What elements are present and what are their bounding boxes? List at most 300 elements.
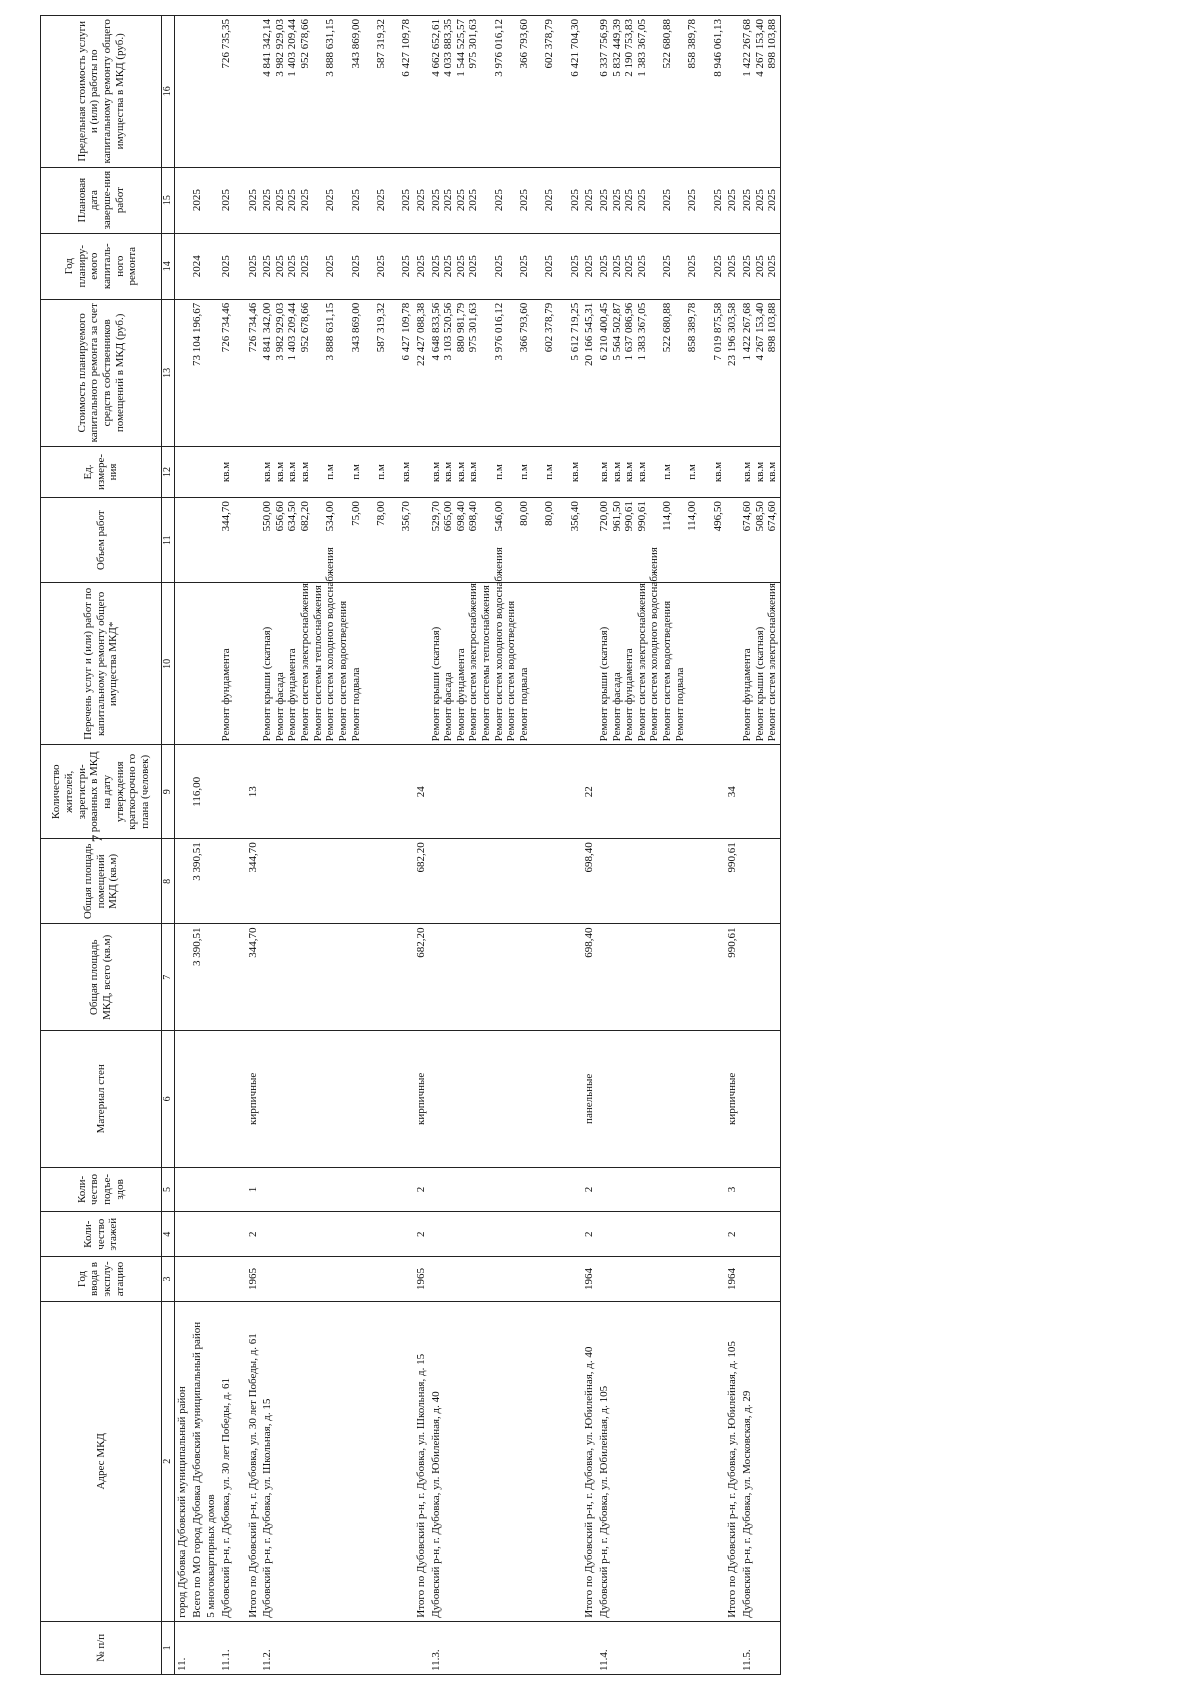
end-date-cell-line: 2025 [261,189,274,212]
repair-year-cell-line: 2025 [273,255,286,278]
cost-cell-line [674,303,687,443]
cost-cell [204,299,219,446]
volume-cell-line [480,501,493,579]
floors-cell: 2 [246,1212,261,1257]
repair-year-cell [740,233,780,299]
repair-year-cell-line: 2025 [324,255,337,278]
unit-cell-line: кв.м [429,461,442,483]
limit-cost-cell-line [337,19,350,164]
end-date-cell-line: 2025 [740,189,753,212]
cost-cell-line [388,303,401,443]
repair-year-cell-line: 2025 [246,255,259,278]
volume-cell-line: 698,40 [467,501,480,532]
end-date-cell-line: 2025 [442,189,455,212]
column-header: Год планиру-емого капиталь-ного ремонта [41,233,162,299]
volume-cell-line [699,501,712,579]
works-cell-line: Ремонт системы теплоснабжения [311,585,324,742]
limit-cost-cell-line: 366 793,60 [518,19,531,69]
end-date-cell [260,167,414,233]
area-rooms-cell: 3 390,51 [190,839,205,924]
end-date-cell-line: 2025 [349,189,362,212]
unit-cell-line: кв.м [442,461,455,483]
entrances-cell [260,1167,414,1212]
column-number: 7 [162,924,175,1031]
column-header: Адрес МКД [41,1301,162,1621]
works-cell-line: Ремонт фасада [273,672,286,742]
residents-cell: 34 [725,745,740,839]
end-date-cell-line: 2025 [623,189,636,212]
unit-cell-line [674,450,687,494]
repair-year-cell-line: 2025 [740,255,753,278]
column-header: Коли-чество подъе-здов [41,1167,162,1212]
repair-year-cell-line: 2025 [753,255,766,278]
unit-cell-line: п.м [324,464,337,480]
area-total-cell: 344,70 [246,924,261,1031]
limit-cost-cell-line: 975 301,63 [467,19,480,69]
end-date-cell [175,167,190,233]
material-cell [204,1031,219,1167]
volume-cell [740,498,780,583]
end-date-cell-line: 2025 [568,189,581,212]
end-date-cell-line: 2025 [766,189,779,212]
repair-year-cell-line [480,237,493,296]
works-cell-line: Ремонт крыши (скатная) [597,626,610,742]
cost-cell-line [648,303,661,443]
residents-cell: 13 [246,745,261,839]
column-number: 16 [162,16,175,168]
column-header: Предельная стоимость услуги и (или) работы по капитальному ремонту общего имущества в МКД (руб.) [41,16,162,168]
repair-year-cell-line: 2025 [219,255,232,278]
repair-year-cell-line [312,237,325,296]
unit-cell-line: кв.м [766,461,779,483]
end-date-cell-line: 2025 [753,189,766,212]
address-cell: Дубовский р-н, г. Дубовка, ул. Юбилейная, д. 105 [597,1301,725,1621]
row-number [414,1621,429,1674]
volume-cell [429,498,583,583]
area-rooms-cell [219,839,234,924]
area-rooms-cell [429,839,583,924]
works-cell [260,547,414,745]
area-total-cell: 682,20 [414,924,429,1031]
entrances-cell [597,1167,725,1212]
repair-year-cell-line: 2025 [583,255,596,278]
unit-cell-line: кв.м [753,461,766,483]
area-total-cell [234,924,246,1031]
repair-year-cell-line: 2025 [286,255,299,278]
unit-cell [204,446,219,497]
limit-cost-cell [204,16,219,168]
table-row [725,16,740,1675]
row-number [582,1621,597,1674]
residents-cell [429,745,583,839]
column-number: 13 [162,299,175,446]
end-date-cell-line [556,171,569,230]
cost-cell-line: 726 734,46 [246,302,259,353]
column-number: 6 [162,1031,175,1167]
cost-cell-line: 73 104 196,67 [190,302,203,367]
repair-year-cell-line: 2025 [568,255,581,278]
repair-year-cell-line: 2025 [623,255,636,278]
works-cell [429,547,583,745]
table-row [175,16,190,1675]
works-cell-line: Ремонт систем холодного водоснабжения [324,547,337,742]
limit-cost-cell [414,16,429,168]
limit-cost-cell-line: 952 678,66 [299,19,312,69]
works-cell-line: Ремонт подвала [518,667,531,742]
end-date-cell-line: 2025 [299,189,312,212]
end-date-cell-line: 2025 [324,189,337,212]
limit-cost-cell-line [699,19,712,164]
address-cell: Итого по Дубовский р-н, г. Дубовка, ул. Юбилейная, д. 105 [725,1301,740,1621]
end-date-cell [725,167,740,233]
residents-cell [597,745,725,839]
works-cell-line: Ремонт фундамента [219,648,232,742]
works-cell-line: Ремонт фундамента [454,648,467,742]
repair-year-cell-line: 2025 [400,255,413,278]
repair-year-cell [204,233,219,299]
end-date-cell-line: 2025 [711,189,724,212]
material-cell [429,1031,583,1167]
year-built-cell [190,1257,205,1302]
repair-year-cell-line: 2024 [190,255,203,278]
end-date-cell-line: 2025 [190,189,203,212]
works-cell-line: Ремонт фундамента [286,648,299,742]
year-built-cell: 1965 [414,1257,429,1302]
end-date-cell-line: 2025 [635,189,648,212]
cost-cell-line: 952 678,66 [299,302,312,353]
floors-cell [597,1212,725,1257]
address-cell: Дубовский р-н, г. Дубовка, ул. Школьная, д. 15 [260,1301,414,1621]
year-built-cell [740,1257,780,1302]
unit-cell-line: кв.м [711,461,724,483]
repair-year-cell-line: 2025 [610,255,623,278]
floors-cell [234,1212,246,1257]
limit-cost-cell-line [531,19,544,164]
volume-cell-line: 674,60 [740,501,753,532]
area-rooms-cell [234,839,246,924]
unit-cell-line: кв.м [261,461,274,483]
cost-cell-line: 858 389,78 [686,302,699,353]
limit-cost-cell-line: 858 389,78 [686,19,699,69]
end-date-cell-line: 2025 [610,189,623,212]
unit-cell-line [505,450,518,494]
area-total-cell [429,924,583,1031]
repair-year-cell-line: 2025 [492,255,505,278]
column-header: Стоимость планируемого капитального ремонта за счет средств собственников помещений в МКД (руб.) [41,299,162,446]
works-cell-line: Ремонт крыши (скатная) [753,626,766,742]
column-number: 10 [162,583,175,745]
year-built-cell: 1964 [582,1257,597,1302]
column-header: Объем работ [41,498,162,583]
area-total-cell: 698,40 [582,924,597,1031]
cost-cell-line: 3 976 016,12 [492,302,505,361]
table-row [190,16,205,1675]
year-built-cell [234,1257,246,1302]
row-number: 11.1. [219,1621,234,1674]
volume-cell-line: 550,00 [261,501,274,532]
residents-cell: 22 [582,745,597,839]
cost-cell-line: 3 982 929,03 [273,302,286,361]
column-header: Коли-чество этажей [41,1212,162,1257]
limit-cost-cell-line: 2 190 753,83 [623,19,636,77]
column-number: 9 [162,745,175,839]
unit-cell-line: кв.м [467,461,480,483]
row-number: 11.2. [260,1621,414,1674]
unit-cell [582,446,597,497]
row-number [246,1621,261,1674]
volume-cell [175,498,190,583]
end-date-cell [597,167,725,233]
cost-cell [246,299,261,446]
column-number: 11 [162,498,175,583]
table-row [246,16,261,1675]
cost-cell [597,299,725,446]
cost-cell-line: 20 166 545,31 [583,302,596,367]
end-date-cell [219,167,234,233]
works-cell [582,583,597,745]
material-cell: кирпичные [414,1031,429,1167]
cost-cell-line: 1 383 367,05 [635,302,648,361]
table-row [429,16,583,1675]
table-row [260,16,414,1675]
volume-cell [190,498,205,583]
repair-year-cell [190,233,205,299]
limit-cost-cell [260,16,414,168]
table-row [234,16,246,1675]
repair-year-cell-line [556,237,569,296]
limit-cost-cell-line [312,19,325,164]
row-number [234,1621,246,1674]
end-date-cell-line [480,171,493,230]
limit-cost-cell-line [505,19,518,164]
unit-cell-line: кв.м [286,461,299,483]
entrances-cell: 2 [414,1167,429,1212]
row-number [190,1621,205,1674]
column-header: Общая площадь МКД, всего (кв.м) [41,924,162,1031]
repair-year-cell [582,233,597,299]
entrances-cell: 2 [582,1167,597,1212]
cost-cell-line: 366 793,60 [518,302,531,353]
unit-cell [597,446,725,497]
row-number [204,1621,219,1674]
volume-cell-line: 356,40 [568,501,581,532]
end-date-cell-line: 2025 [400,189,413,212]
area-rooms-cell: 682,20 [414,839,429,924]
cost-cell-line [699,303,712,443]
volume-cell-line [312,501,325,579]
limit-cost-cell-line: 5 832 449,39 [610,19,623,77]
limit-cost-cell [234,16,246,168]
works-cell-line: Ремонт систем водоотведения [337,600,350,742]
works-cell-line: Ремонт фасада [610,672,623,742]
end-date-cell-line: 2025 [597,189,610,212]
floors-cell: 2 [414,1212,429,1257]
end-date-cell [429,167,583,233]
column-header: Количество жителей, зарегистри-рованных в МКД на дату утверждения краткосрочно го плана (человек) [41,745,162,839]
repair-year-cell-line: 2025 [454,255,467,278]
limit-cost-cell-line [648,19,661,164]
unit-cell-line: кв.м [568,461,581,483]
limit-cost-cell-line: 898 103,88 [766,19,779,69]
end-date-cell-line [312,171,325,230]
works-cell [597,547,725,745]
cost-cell-line: 343 869,00 [349,302,362,353]
end-date-cell-line: 2025 [374,189,387,212]
volume-cell-line [531,501,544,579]
end-date-cell [582,167,597,233]
entrances-cell [190,1167,205,1212]
limit-cost-cell-line [556,19,569,164]
table-row [582,16,597,1675]
end-date-cell-line: 2025 [583,189,596,212]
cost-cell-line: 22 427 088,38 [414,302,427,367]
limit-cost-cell-line: 3 982 929,03 [273,19,286,77]
repair-year-cell-line: 2025 [442,255,455,278]
limit-cost-cell [725,16,740,168]
table-row [219,16,234,1675]
limit-cost-cell [175,16,190,168]
residents-cell [175,745,190,839]
limit-cost-cell-line: 8 946 061,13 [711,19,724,77]
volume-cell-line: 344,70 [219,501,232,532]
limit-cost-cell-line [480,19,493,164]
works-cell-line: Ремонт систем электроснабжения [766,583,779,742]
year-built-cell [204,1257,219,1302]
volume-cell-line: 508,50 [753,501,766,532]
address-cell: Дубовский р-н, г. Дубовка, ул. 30 лет Победы, д. 61 [219,1301,234,1621]
cost-cell-line [312,303,325,443]
cost-cell-line: 5 612 719,25 [568,302,581,361]
volume-cell [597,498,725,583]
end-date-cell-line: 2025 [414,189,427,212]
floors-cell [219,1212,234,1257]
volume-cell-line: 634,50 [286,501,299,532]
cost-cell-line: 1 403 209,44 [286,302,299,361]
entrances-cell [429,1167,583,1212]
unit-cell [175,446,190,497]
cost-cell [414,299,429,446]
entrances-cell: 3 [725,1167,740,1212]
cost-cell [190,299,205,446]
unit-cell [219,446,234,497]
cost-cell-line: 5 564 502,87 [610,302,623,361]
unit-cell [190,446,205,497]
repair-year-cell-line: 2025 [543,255,556,278]
area-total-cell [219,924,234,1031]
end-date-cell [190,167,205,233]
entrances-cell [219,1167,234,1212]
cost-cell [725,299,740,446]
unit-cell-line [362,450,375,494]
end-date-cell-line [505,171,518,230]
area-rooms-cell [597,839,725,924]
column-number: 4 [162,1212,175,1257]
works-cell-line: Ремонт систем холодного водоснабжения [648,547,661,742]
column-number-row [162,16,175,1675]
volume-cell-line [505,501,518,579]
cost-cell-line [505,303,518,443]
end-date-cell-line: 2025 [661,189,674,212]
works-cell-line: Ремонт систем водоотведения [661,600,674,742]
end-date-cell-line [362,171,375,230]
unit-cell-line: п.м [349,464,362,480]
repair-year-cell-line: 2025 [686,255,699,278]
works-cell [175,583,190,745]
cost-cell-line: 602 378,79 [543,302,556,353]
repair-year-cell [260,233,414,299]
unit-cell-line [480,450,493,494]
end-date-cell-line [337,171,350,230]
limit-cost-cell [190,16,205,168]
row-number: 11. [175,1621,190,1674]
volume-cell-line: 674,60 [766,501,779,532]
area-total-cell [175,924,190,1031]
volume-cell-line: 546,00 [492,501,505,532]
volume-cell-line: 75,00 [349,501,362,526]
works-cell-line: Ремонт фасада [442,672,455,742]
unit-cell-line [312,450,325,494]
column-header: Материал стен [41,1031,162,1167]
limit-cost-cell [429,16,583,168]
unit-cell-line: кв.м [219,461,232,483]
volume-cell-line: 80,00 [518,501,531,526]
entrances-cell [740,1167,780,1212]
end-date-cell-line: 2025 [686,189,699,212]
repair-year-cell-line: 2025 [518,255,531,278]
limit-cost-cell-line: 343 869,00 [349,19,362,69]
volume-cell-line [556,501,569,579]
column-header: Общая площадь помещений МКД (кв.м) [41,839,162,924]
repair-year-cell [234,233,246,299]
column-number: 1 [162,1621,175,1674]
limit-cost-cell-line: 587 319,32 [374,19,387,69]
floors-cell [260,1212,414,1257]
repair-year-cell [597,233,725,299]
repair-year-cell [219,233,234,299]
column-number: 3 [162,1257,175,1302]
works-cell [204,583,219,745]
cost-cell-line [531,303,544,443]
end-date-cell-line: 2025 [273,189,286,212]
table-row [414,16,429,1675]
cost-cell [175,299,190,446]
limit-cost-cell-line [388,19,401,164]
cost-cell-line: 3 103 520,56 [442,302,455,361]
area-rooms-cell [204,839,219,924]
limit-cost-cell-line: 1 544 525,57 [454,19,467,77]
column-header: Ед. измере-ния [41,446,162,497]
year-built-cell [219,1257,234,1302]
unit-cell-line: кв.м [635,461,648,483]
cost-cell-line: 4 267 153,40 [753,302,766,361]
material-cell [219,1031,234,1167]
cost-cell-line [337,303,350,443]
area-total-cell [740,924,780,1031]
material-cell [260,1031,414,1167]
address-cell: Итого по Дубовский р-н, г. Дубовка, ул. 30 лет Победы, д. 61 [246,1301,261,1621]
works-cell-line: Ремонт фундамента [740,648,753,742]
unit-cell [234,446,246,497]
year-built-cell [597,1257,725,1302]
works-cell [725,583,740,745]
unit-cell-line: п.м [686,464,699,480]
end-date-cell-line [648,171,661,230]
unit-cell-line: кв.м [597,461,610,483]
cost-cell-line: 898 103,88 [766,302,779,353]
column-number: 8 [162,839,175,924]
area-total-cell: 990,61 [725,924,740,1031]
repair-year-cell-line: 2025 [661,255,674,278]
